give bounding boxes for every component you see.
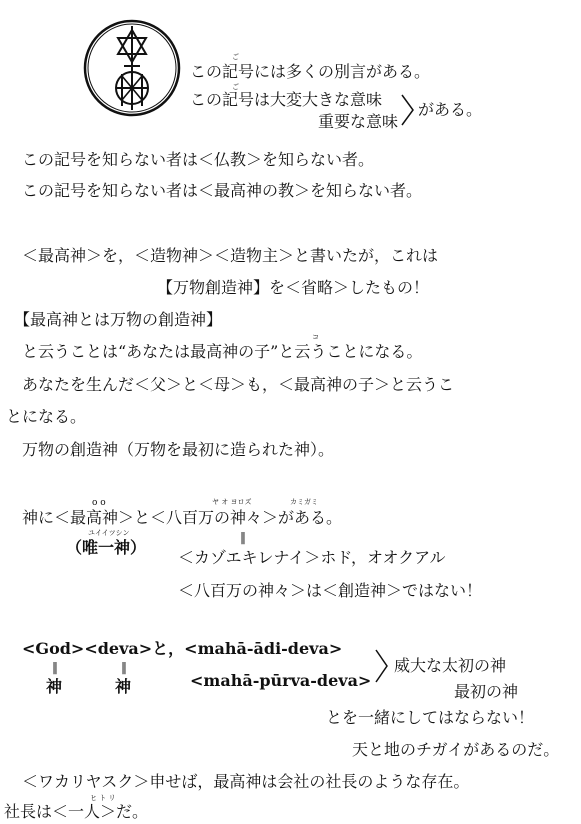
para2-line1: 【最高神とは万物の創造神】 <box>14 310 223 329</box>
intro-line-1: この記号を知らない者は＜仏教＞を知らない者。 <box>22 150 375 169</box>
deva-right2: 最初の神 <box>454 682 519 701</box>
gods-ruby-yuitsushin: ユイイツシン <box>88 529 130 537</box>
para1-line2: 【万物創造神】を＜省略＞したもの！ <box>157 278 430 297</box>
para2-line2: と云うことは“あなたは最高神の子”と云うことになる。 <box>22 342 423 361</box>
deva-bracket <box>374 648 390 684</box>
para1-line1: ＜最高神＞を，＜造物神＞＜造物主＞と書いたが，これは <box>22 246 439 265</box>
intro-line-2: この記号を知らない者は＜最高神の教＞を知らない者。 <box>22 181 423 200</box>
gods-ruby-kamigami: カミガミ <box>290 498 318 506</box>
header-line3: 重要な意味 <box>318 112 399 131</box>
header-line2-ruby: ご <box>232 83 239 91</box>
gods-line1b: （唯一神） <box>66 538 147 557</box>
deva-kami-1: 神 <box>46 677 63 696</box>
para2-line5: 万物の創造神（万物を最初に造られた神）。 <box>22 440 335 459</box>
gods-ruby-dots: о о <box>92 498 106 508</box>
header-line1-ruby: ご <box>232 53 239 61</box>
gods-line1: 神に＜最高神＞と＜八百万の神々＞がある。 <box>22 508 343 527</box>
deva-line4: 天と地のチガイがあるのだ。 <box>352 740 560 759</box>
deva-line2: <mahā-pūrva-deva> <box>190 671 372 690</box>
deva-line1: <God><deva>と，<mahā-ādi-deva> <box>22 639 343 658</box>
deva-right1: 威大な太初の神 <box>394 656 507 675</box>
header-bracket <box>400 93 416 127</box>
emblem-symbol <box>82 18 182 118</box>
closing-ruby-hitori: ヒ ト リ <box>90 794 116 802</box>
deva-eq-mark-1: ‖ <box>52 660 58 674</box>
closing-line2: 社長は＜一人＞だ。 <box>4 802 149 821</box>
gods-line3: ＜八百万の神々＞は＜創造神＞ではない！ <box>178 581 483 600</box>
gods-eq-mark: ‖ <box>240 530 246 544</box>
deva-kami-2: 神 <box>115 677 132 696</box>
para2-line2-ruby: コ <box>312 333 319 341</box>
closing-line1: ＜ワカリヤスク＞申せば，最高神は会社の社長のような存在。 <box>22 772 470 791</box>
para2-line4: とになる。 <box>6 407 87 426</box>
header-line1: この記号には多くの別言がある。 <box>190 62 431 81</box>
para2-line3: あなたを生んだ＜父＞と＜母＞も，＜最高神の子＞と云うこ <box>22 375 455 394</box>
header-line3-tail: がある。 <box>418 100 483 119</box>
deva-eq-mark-2: ‖ <box>121 660 127 674</box>
gods-ruby-yaoyorozu: ヤ オ ヨロズ <box>212 498 252 506</box>
deva-line3: とを一緒にしてはならない！ <box>326 708 535 727</box>
header-line2: この記号は大変大きな意味 <box>190 90 383 109</box>
gods-line2: ＜カゾエキレナイ＞ホド，オオクアル <box>178 548 446 567</box>
